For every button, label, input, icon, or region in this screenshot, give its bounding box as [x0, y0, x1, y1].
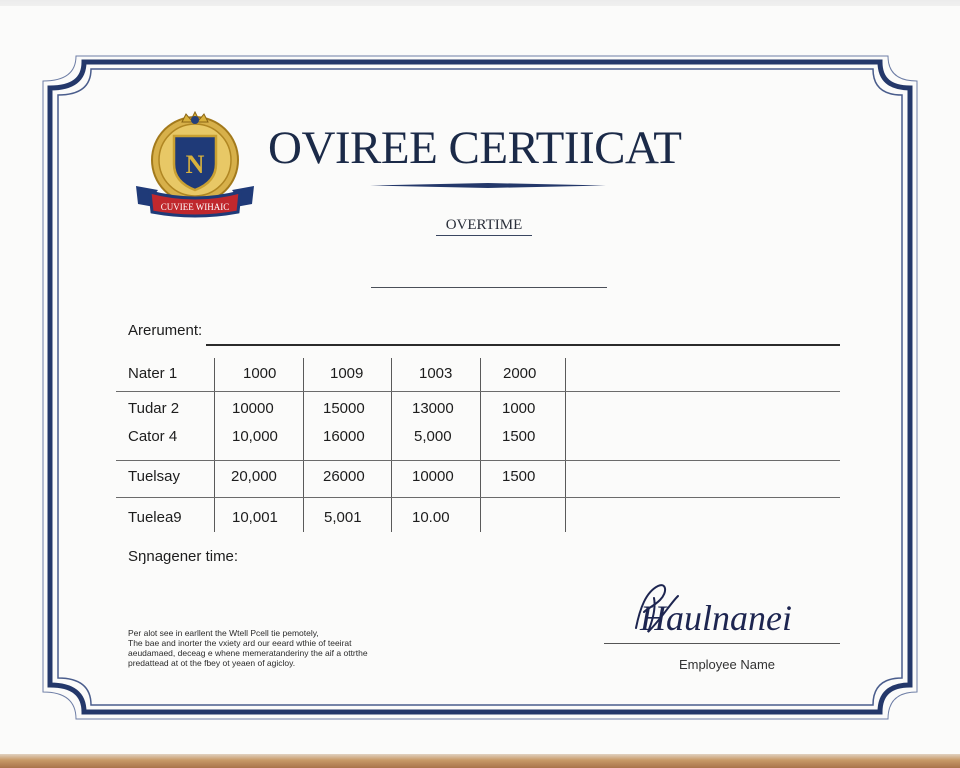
table-row-divider	[116, 391, 840, 392]
crest-letter: N	[185, 150, 205, 179]
row-label: Tuelea9	[128, 509, 182, 526]
table-cell: 10000	[412, 468, 454, 485]
fine-print-line: The bae and inorter the vxiety ard our eeard wthie of teeirat	[128, 638, 352, 648]
signature-line	[604, 643, 840, 644]
row-label: Tudar 2	[128, 400, 180, 417]
subtitle-underline	[436, 235, 532, 236]
recipient-blank-line	[371, 287, 607, 288]
table-cell: 13000	[412, 400, 454, 417]
crest-banner-text: CUVIEE WIHAIC	[160, 202, 230, 212]
fine-print-line: Per alot see in earllent the Wtell Pcell tie pemotely,	[128, 628, 319, 638]
table-cell: 5,001	[324, 509, 362, 526]
table-row-divider	[116, 497, 840, 498]
row-label: Cator 4	[128, 428, 178, 445]
field-label: Arerument:	[128, 322, 203, 339]
table-cell: 10000	[232, 400, 274, 417]
table-cell: 1003	[419, 365, 453, 382]
table-cell: 15000	[323, 400, 365, 417]
table-cell: 10,001	[232, 509, 278, 526]
certificate-subtitle: OVERTIME	[445, 217, 523, 233]
table-column-divider	[480, 358, 481, 532]
certificate-title: OVIREE CERTIICAT	[268, 122, 682, 174]
table-row-divider	[116, 460, 840, 461]
crest-seal	[134, 108, 256, 220]
table-cell: 16000	[323, 428, 365, 445]
table-cell: 10.00	[412, 509, 450, 526]
handwritten-signature	[626, 578, 816, 640]
title-divider	[370, 183, 606, 188]
crest-crown-icon	[182, 112, 208, 124]
table-cell: 1000	[243, 365, 277, 382]
employee-name-label: Employee Name	[678, 657, 776, 672]
signature-time-label: Sŋnagener time:	[128, 548, 239, 565]
table-cell: 1500	[502, 468, 536, 485]
field-entry-line	[206, 344, 840, 346]
table-cell: 1000	[502, 400, 536, 417]
table-cell: 26000	[323, 468, 365, 485]
table-cell: 1500	[502, 428, 536, 445]
table-cell: 10,000	[232, 428, 278, 445]
table-column-divider	[565, 358, 566, 532]
row-label: Nater 1	[128, 365, 178, 382]
signature-text: Haulnanei	[640, 598, 792, 638]
fine-print-line: aeudamaed, deceag e whene memeratanderiny the aif a ottrthe	[128, 648, 368, 658]
table-column-divider	[214, 358, 215, 532]
table-column-divider	[303, 358, 304, 532]
row-label: Tuelsay	[128, 468, 180, 485]
table-column-divider	[391, 358, 392, 532]
table-cell: 2000	[503, 365, 537, 382]
table-cell: 20,000	[231, 468, 277, 485]
fine-print	[128, 628, 373, 668]
fine-print-line: predattead at ot the fbey ot yeaen of agicloy.	[128, 658, 296, 668]
table-cell: 5,000	[414, 428, 452, 445]
table-cell: 1009	[330, 365, 364, 382]
